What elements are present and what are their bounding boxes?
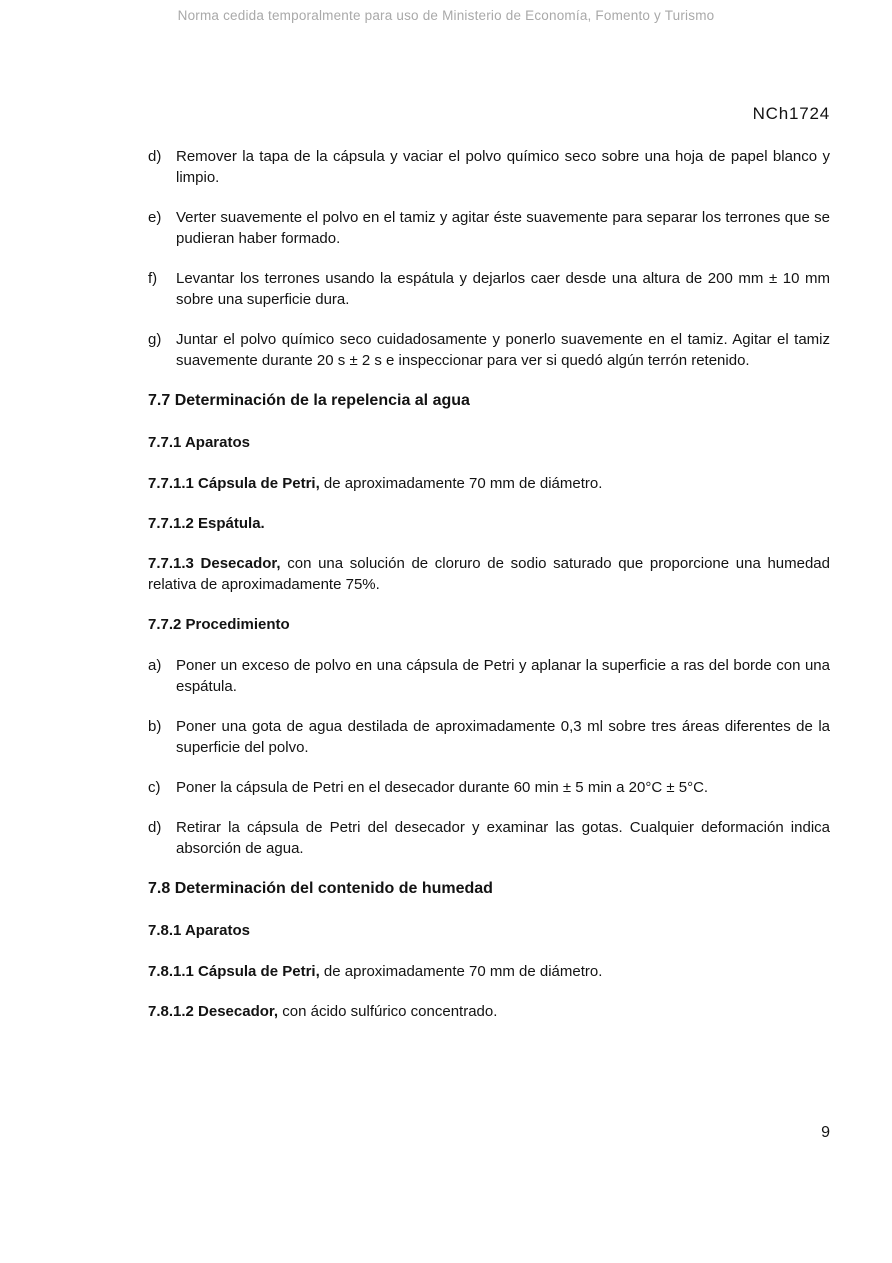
list-text: Poner la cápsula de Petri en el desecador durante 60 min ± 5 min a 20°C ± 5°C. <box>176 779 709 796</box>
list-marker: b) <box>148 718 162 735</box>
document-content <box>148 146 830 1041</box>
list-marker: a) <box>148 657 162 674</box>
list-text: Poner una gota de agua destilada de aproximadamente 0,3 ml sobre tres áreas diferentes de la superficie del polvo. <box>176 718 830 756</box>
term-7-8-1-1 <box>148 961 830 982</box>
page-number: 9 <box>821 1124 830 1141</box>
doc-code: NCh1724 <box>752 104 830 123</box>
term-7-7-1-2 <box>148 513 830 534</box>
list-item-b2 <box>148 716 830 758</box>
term-label: 7.7.1.1 Cápsula de Petri, <box>148 475 320 492</box>
watermark-header: Norma cedida temporalmente para uso de Ministerio de Economía, Fomento y Turismo <box>177 8 715 23</box>
term-definition: de aproximadamente 70 mm de diámetro. <box>319 475 603 492</box>
term-7-8-1-2 <box>148 1001 830 1022</box>
term-7-7-1-1 <box>148 473 830 494</box>
list-text: Juntar el polvo químico seco cuidadosamente y ponerlo suavemente en el tamiz. Agitar el tamiz suavemente durante 20 s ± 2 s e inspeccionar para ver si quedó algún terrón retenido. <box>176 331 830 369</box>
list-item-e1 <box>148 207 830 249</box>
term-label: 7.7.1.2 Espátula. <box>148 515 265 532</box>
list-text: Poner un exceso de polvo en una cápsula de Petri y aplanar la superficie a ras del borde con una espátula. <box>176 657 830 695</box>
list-text: Remover la tapa de la cápsula y vaciar el polvo químico seco sobre una hoja de papel blanco y limpio. <box>176 148 830 186</box>
list-marker: e) <box>148 209 162 226</box>
section-heading-7-8: 7.8 Determinación del contenido de humedad <box>148 880 493 897</box>
list-text: Verter suavemente el polvo en el tamiz y agitar éste suavemente para separar los terrones que se pudieran haber formado. <box>176 209 830 247</box>
term-label: 7.8.1.1 Cápsula de Petri, <box>148 963 320 980</box>
list-item-g1 <box>148 329 830 371</box>
list-marker: c) <box>148 779 161 796</box>
list-marker: d) <box>148 819 162 836</box>
section-heading-7-8-1: 7.8.1 Aparatos <box>148 922 250 939</box>
list-marker: g) <box>148 331 162 348</box>
term-7-7-1-3 <box>148 553 830 595</box>
list-marker: d) <box>148 148 162 165</box>
list-item-f1 <box>148 268 830 310</box>
list-item-d2 <box>148 817 830 859</box>
term-definition: con una solución de cloruro de sodio saturado que proporcione una humedad relativa de aproximadamente 75%. <box>148 555 830 593</box>
term-label: 7.8.1.2 Desecador, <box>148 1003 279 1020</box>
term-definition: con ácido sulfúrico concentrado. <box>278 1003 498 1020</box>
list-item-c2 <box>148 777 830 798</box>
list-text: Retirar la cápsula de Petri del desecador y examinar las gotas. Cualquier deformación indica absorción de agua. <box>176 819 830 857</box>
term-label: 7.7.1.3 Desecador, <box>148 555 281 572</box>
section-heading-7-7-2: 7.7.2 Procedimiento <box>148 616 290 633</box>
list-marker: f) <box>148 270 158 287</box>
section-heading-7-7-1: 7.7.1 Aparatos <box>148 434 250 451</box>
list-item-d1 <box>148 146 830 188</box>
list-item-a2 <box>148 655 830 697</box>
section-heading-7-7: 7.7 Determinación de la repelencia al agua <box>148 392 470 409</box>
list-text: Levantar los terrones usando la espátula y dejarlos caer desde una altura de 200 mm ± 10 mm sobre una superficie dura. <box>176 270 830 308</box>
term-definition: de aproximadamente 70 mm de diámetro. <box>319 963 603 980</box>
